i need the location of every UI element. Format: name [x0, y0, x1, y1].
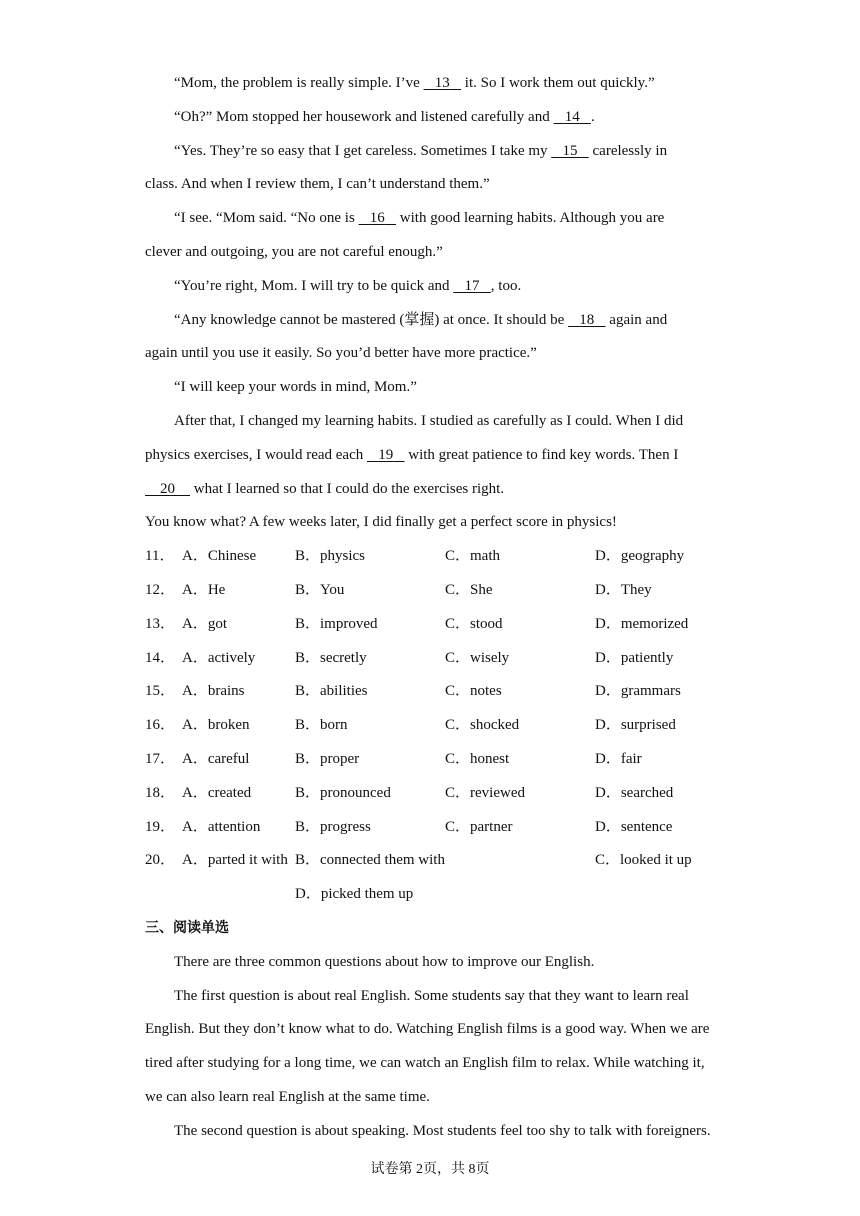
option-a[interactable]: A．careful [182, 751, 250, 767]
question-number: 16． [145, 717, 176, 733]
option-d[interactable]: D．picked them up [295, 886, 414, 902]
question-number: 20． [145, 852, 176, 868]
option-b[interactable]: B．born [295, 717, 348, 733]
option-c[interactable]: C．She [445, 582, 493, 598]
question-16-options [145, 715, 745, 735]
question-11-options [145, 546, 745, 566]
option-a[interactable]: A．broken [182, 717, 250, 733]
option-a[interactable]: A．He [182, 582, 226, 598]
passage-line: class. And when I review them, I can’t understand them.” [145, 176, 490, 192]
option-c[interactable]: C．notes [445, 683, 502, 699]
option-c[interactable]: C．partner [445, 819, 513, 835]
option-a[interactable]: A．got [182, 616, 228, 632]
question-20-options-continued [145, 884, 745, 904]
option-c[interactable]: C．looked it up [595, 852, 692, 868]
option-b[interactable]: B．connected them with [295, 852, 445, 868]
passage-line: “I will keep your words in mind, Mom.” [174, 379, 417, 395]
question-number: 17． [145, 751, 176, 767]
option-d[interactable]: D．searched [595, 785, 674, 801]
option-b[interactable]: B．improved [295, 616, 378, 632]
option-a[interactable]: A．parted it with [182, 852, 288, 868]
blank-15: 15 [562, 143, 578, 159]
passage-line: clever and outgoing, you are not careful enough.” [145, 244, 443, 260]
option-a[interactable]: A．brains [182, 683, 245, 699]
option-c[interactable]: C．math [445, 548, 500, 564]
reading-line: English. But they don’t know what to do. Watching English films is a good way. When we are [145, 1021, 710, 1037]
blank-19: 19 [378, 447, 394, 463]
reading-line: The second question is about speaking. Most students feel too shy to talk with foreigners. [174, 1123, 711, 1139]
blank-20: 20 [160, 481, 175, 497]
question-13-options [145, 614, 745, 634]
question-18-options [145, 783, 745, 803]
question-17-options [145, 749, 745, 769]
passage-line: “I see. “Mom said. “No one is 16 with good learning habits. Although you are [174, 210, 665, 226]
option-b[interactable]: B．progress [295, 819, 371, 835]
passage-line: “You’re right, Mom. I will try to be quick and 17 , too. [174, 278, 522, 294]
question-number: 15． [145, 683, 176, 699]
option-d[interactable]: D．They [595, 582, 652, 598]
option-d[interactable]: D．grammars [595, 683, 681, 699]
question-number: 11． [145, 548, 175, 564]
passage-line: “Yes. They’re so easy that I get careless. Sometimes I take my 15 carelessly in [174, 143, 668, 159]
question-12-options [145, 580, 745, 600]
blank-16: 16 [369, 210, 385, 226]
option-c[interactable]: C．honest [445, 751, 510, 767]
question-19-options [145, 817, 745, 837]
passage-line: again until you use it easily. So you’d better have more practice.” [145, 345, 537, 361]
reading-line: tired after studying for a long time, we can watch an English film to relax. While watching it, [145, 1055, 705, 1071]
option-c[interactable]: C．stood [445, 616, 503, 632]
blank-14: 14 [564, 109, 580, 125]
question-number: 19． [145, 819, 176, 835]
question-number: 12． [145, 582, 176, 598]
passage-line: “Mom, the problem is really simple. I’ve 13 it. So I work them out quickly.” [174, 75, 655, 91]
question-number: 14． [145, 650, 176, 666]
question-14-options [145, 648, 745, 668]
option-b[interactable]: B．pronounced [295, 785, 391, 801]
passage-line: “Any knowledge cannot be mastered (掌握) at once. It should be 18 again and [174, 312, 668, 328]
question-number: 18． [145, 785, 176, 801]
option-b[interactable]: B．physics [295, 548, 366, 564]
passage-line: You know what? A few weeks later, I did finally get a perfect score in physics! [145, 514, 617, 530]
option-a[interactable]: A．created [182, 785, 252, 801]
option-b[interactable]: B．proper [295, 751, 360, 767]
reading-line: we can also learn real English at the same time. [145, 1089, 430, 1105]
question-20-options [145, 850, 745, 870]
option-b[interactable]: B．secretly [295, 650, 367, 666]
blank-18: 18 [579, 312, 595, 328]
question-number: 13． [145, 616, 176, 632]
reading-line: There are three common questions about how to improve our English. [174, 954, 595, 970]
blank-17: 17 [464, 278, 480, 294]
option-d[interactable]: D．patiently [595, 650, 674, 666]
blank-13: 13 [434, 75, 450, 91]
option-c[interactable]: C．wisely [445, 650, 510, 666]
option-d[interactable]: D．sentence [595, 819, 673, 835]
option-b[interactable]: B．abilities [295, 683, 368, 699]
page-footer: 试卷第 2页，共 8页 [370, 1162, 490, 1177]
section-title: 三、阅读单选 [145, 920, 229, 936]
reading-line: The first question is about real English. Some students say that they want to learn real [174, 988, 689, 1004]
passage-line: 20 what I learned so that I could do the exercises right. [145, 479, 504, 499]
option-b[interactable]: B．You [295, 582, 345, 598]
passage-line: “Oh?” Mom stopped her housework and listened carefully and 14 . [174, 109, 595, 125]
option-d[interactable]: D．fair [595, 751, 642, 767]
question-15-options [145, 681, 745, 701]
passage-line: After that, I changed my learning habits. I studied as carefully as I could. When I did [174, 413, 684, 429]
option-d[interactable]: D．surprised [595, 717, 676, 733]
option-d[interactable]: D．geography [595, 548, 685, 564]
option-c[interactable]: C．shocked [445, 717, 520, 733]
option-c[interactable]: C．reviewed [445, 785, 525, 801]
option-a[interactable]: A．Chinese [182, 548, 257, 564]
option-d[interactable]: D．memorized [595, 616, 689, 632]
option-a[interactable]: A．actively [182, 650, 256, 666]
option-a[interactable]: A．attention [182, 819, 261, 835]
passage-line: physics exercises, I would read each 19 with great patience to find key words. Then I [145, 447, 679, 463]
